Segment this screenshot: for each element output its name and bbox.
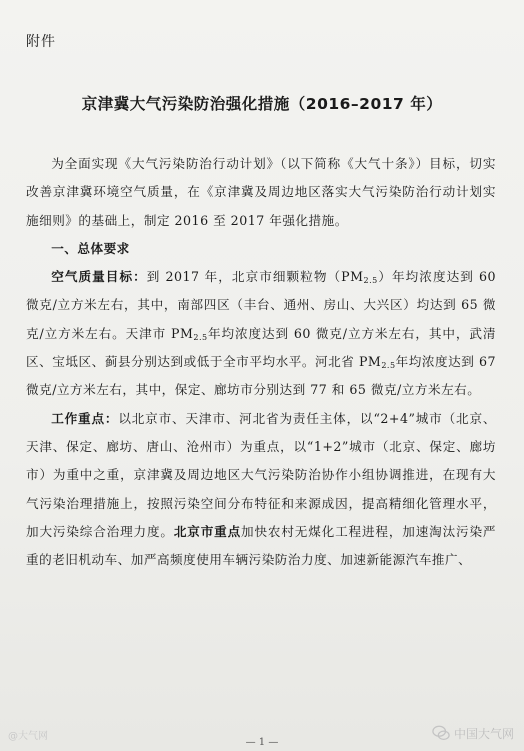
air-quality-text-2: ）年均浓度达到 60 微克/立方米左右，其中，南部四区（丰台、通州、房山、大兴区）均达到 65 微克/立方米左右。天津市 PM: [26, 269, 496, 341]
work-focus-paragraph: [26, 405, 496, 575]
work-focus-text: 以北京市、天津市、河北省为责任主体，以“2+4”城市（北京、天津、保定、廊坊、唐山、沧州市）为重点，以“1+2”城市（北京、保定、廊坊市）为重中之重，京津冀及周边地区大气污染防治协作小组协调推进，在现有大气污染治理措施上，按照污染空间分布特征和来源成因，提高精细化管理水平，加大污染综合治理力度。: [26, 410, 496, 539]
work-focus-label: 工作重点：: [51, 410, 119, 426]
air-quality-text-3: 年均浓度达到 60 微克/立方米左右，其中，武清区、宝坻区、蓟县分别达到或低于全市平均水平。河北省 PM: [26, 325, 496, 370]
air-quality-label: 空气质量目标：: [51, 269, 147, 285]
air-quality-text-1: 到 2017 年，北京市细颗粒物（PM: [146, 269, 364, 285]
beijing-focus-text: 加快农村无煤化工程进程，加速淘汰污染严重的老旧机动车、加严高频度使用车辆污染防治力度、加速新能源汽车推广、: [26, 523, 497, 568]
document-body: [26, 150, 496, 574]
air-quality-text-4: 年均浓度达到 67 微克/立方米左右，其中，保定、廊坊市分别达到 77 和 65 微克/立方米左右。: [26, 354, 496, 398]
section-heading: 一、总体要求: [51, 240, 130, 256]
pm-subscript: 2.5: [363, 276, 378, 286]
page-number: — 1 —: [245, 737, 279, 748]
air-quality-paragraph: [26, 263, 496, 404]
beijing-focus-label: 北京市重点: [173, 523, 242, 539]
pm-subscript: 2.5: [381, 361, 396, 371]
watermark-right-text: 中国大气网: [453, 726, 514, 741]
watermark-left: @大气网: [8, 731, 48, 742]
intro-paragraph: 为全面实现《大气污染防治行动计划》（以下简称《大气十条》）目标，切实改善京津冀环境空气质量，在《京津冀及周边地区落实大气污染防治行动计划实施细则》的基础上，制定 2016 至 2017 年强化措施。: [26, 156, 496, 228]
attachment-label: 附件: [26, 34, 56, 50]
pm-subscript: 2.5: [193, 332, 208, 342]
document-title: 京津冀大气污染防治强化措施（2016–2017 年）: [81, 95, 443, 113]
